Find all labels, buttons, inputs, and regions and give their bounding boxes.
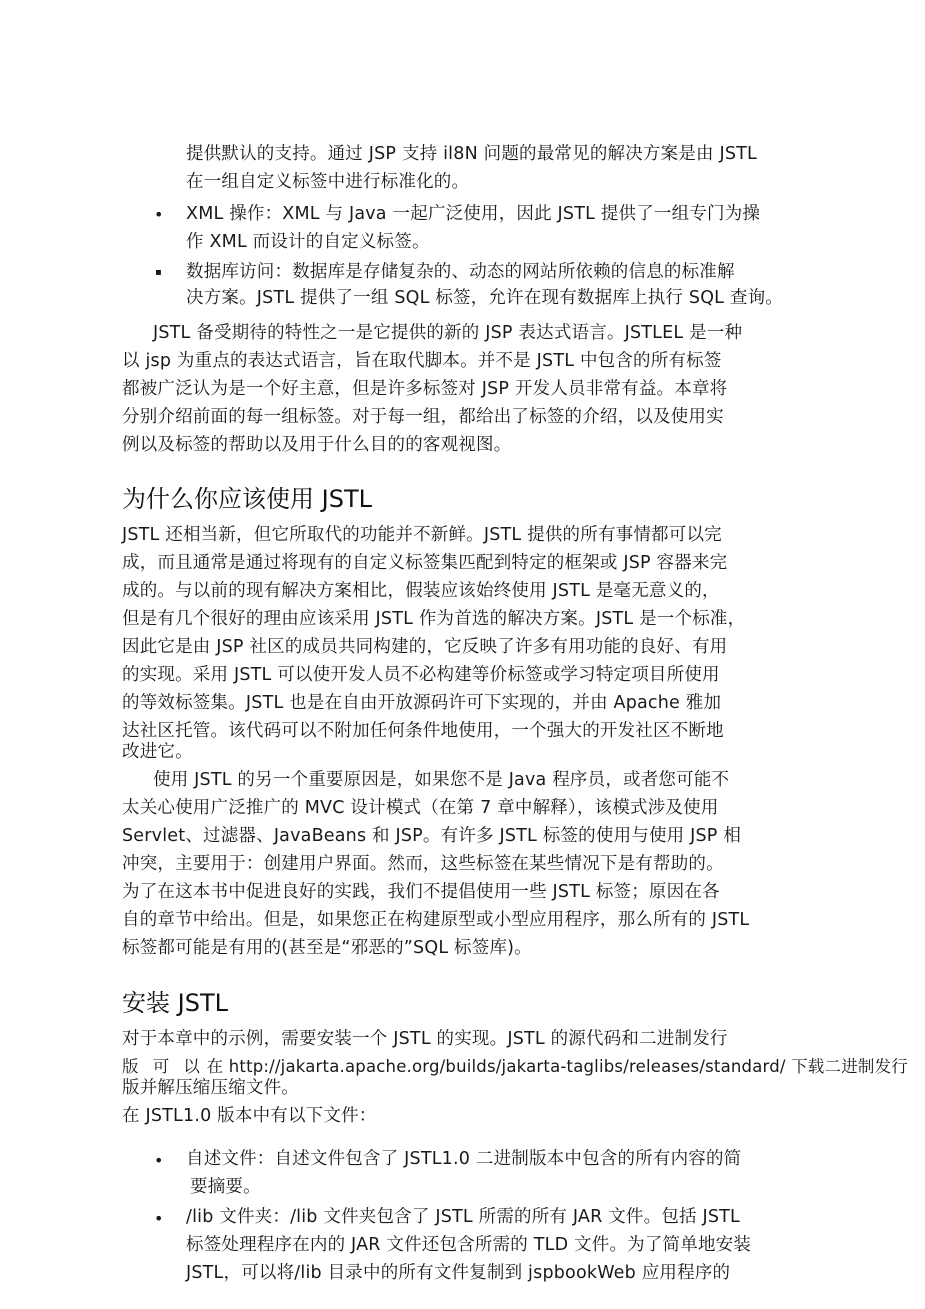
paragraph-line: 为了在这本书中促进良好的实践，我们不提倡使用一些 JSTL 标签；原因在各 <box>122 882 720 902</box>
bullet-line: 标签处理程序在内的 JAR 文件还包含所需的 TLD 文件。为了简单地安装 <box>186 1235 752 1255</box>
paragraph-line: 的等效标签集。JSTL 也是在自由开放源码许可下实现的，并由 Apache 雅加 <box>122 693 722 713</box>
paragraph-line: 版并解压缩压缩文件。 <box>122 1078 299 1098</box>
paragraph-line: 但是有几个很好的理由应该采用 JSTL 作为首选的解决方案。JSTL 是一个标准， <box>122 609 746 629</box>
paragraph-line: JSTL 备受期待的特性之一是它提供的新的 JSP 表达式语言。JSTLEL 是一种 <box>153 323 743 343</box>
bullet-line: JSTL，可以将/lib 目录中的所有文件复制到 jspbookWeb 应用程序的 <box>186 1263 731 1283</box>
paragraph-line: 成，而且通常是通过将现有的自定义标签集匹配到特定的框架或 JSP 容器来完 <box>122 553 728 573</box>
paragraph-line: 的实现。采用 JSTL 可以使开发人员不必构建等价标签或学习特定项目所使用 <box>122 665 720 685</box>
bullet-dot-icon: • <box>154 205 164 224</box>
paragraph-line: 因此它是由 JSP 社区的成员共同构建的，它反映了许多有用功能的良好、有用 <box>122 637 728 657</box>
paragraph-line: 标签都可能是有用的(甚至是“邪恶的”SQL 标签库)。 <box>122 938 532 958</box>
bullet-line: 决方案。JSTL 提供了一组 SQL 标签，允许在现有数据库上执行 SQL 查询。 <box>186 288 783 308</box>
paragraph-line: JSTL 还相当新，但它所取代的功能并不新鲜。JSTL 提供的所有事情都可以完 <box>122 525 722 545</box>
bullet-line: 作 XML 而设计的自定义标签。 <box>186 232 430 252</box>
paragraph-line: 太关心使用广泛推广的 MVC 设计模式（在第 7 章中解释），该模式涉及使用 <box>122 798 719 818</box>
intro-line: 提供默认的支持。通过 JSP 支持 il8N 问题的最常见的解决方案是由 JSTL <box>186 144 757 164</box>
bullet-line: XML 操作：XML 与 Java 一起广泛使用，因此 JSTL 提供了一组专门为操 <box>186 204 761 224</box>
paragraph-line: 使用 JSTL 的另一个重要原因是，如果您不是 Java 程序员，或者您可能不 <box>153 770 730 790</box>
paragraph-line: 冲突，主要用于：创建用户界面。然而，这些标签在某些情况下是有帮助的。 <box>122 854 724 874</box>
paragraph-line: 自的章节中给出。但是，如果您正在构建原型或小型应用程序，那么所有的 JSTL <box>122 910 750 930</box>
bullet-square-icon: ▪ <box>155 267 162 278</box>
section-heading: 为什么你应该使用 JSTL <box>122 485 372 513</box>
paragraph-line: Servlet、过滤器、JavaBeans 和 JSP。有许多 JSTL 标签的使用与使用 JSP 相 <box>122 826 742 846</box>
download-url-line <box>122 1056 908 1078</box>
bullet-dot-icon: • <box>154 1151 164 1170</box>
section-heading: 安装 JSTL <box>122 989 228 1017</box>
paragraph-line: 以 jsp 为重点的表达式语言，旨在取代脚本。并不是 JSTL 中包含的所有标签 <box>122 351 722 371</box>
paragraph-line: 分别介绍前面的每一组标签。对于每一组，都给出了标签的介绍，以及使用实 <box>122 407 724 427</box>
bullet-line: 数据库访问：数据库是存储复杂的、动态的网站所依赖的信息的标准解 <box>186 262 735 282</box>
paragraph-line: 在 JSTL1.0 版本中有以下文件： <box>122 1106 377 1126</box>
paragraph-line: 达社区托管。该代码可以不附加任何条件地使用，一个强大的开发社区不断地 <box>122 721 724 741</box>
bullet-line: /lib 文件夹：/lib 文件夹包含了 JSTL 所需的所有 JAR 文件。包括 JSTL <box>186 1207 740 1227</box>
paragraph-line: 改进它。 <box>122 742 193 762</box>
url-line-word: 以 <box>183 1057 201 1076</box>
download-url-text: 在 http://jakarta.apache.org/builds/jakarta-taglibs/releases/standard/ 下载二进制发行 <box>206 1057 908 1076</box>
paragraph-line: 成的。与以前的现有解决方案相比，假装应该始终使用 JSTL 是毫无意义的， <box>122 581 720 601</box>
paragraph-line: 对于本章中的示例，需要安装一个 JSTL 的实现。JSTL 的源代码和二进制发行 <box>122 1029 728 1049</box>
paragraph-line: 都被广泛认为是一个好主意，但是许多标签对 JSP 开发人员非常有益。本章将 <box>122 379 728 399</box>
url-line-word: 可 <box>152 1057 170 1076</box>
intro-line: 在一组自定义标签中进行标准化的。 <box>186 172 470 192</box>
bullet-line: 要摘要。 <box>190 1177 261 1197</box>
paragraph-line: 例以及标签的帮助以及用于什么目的的客观视图。 <box>122 435 512 455</box>
url-line-word: 版 <box>122 1057 139 1076</box>
bullet-line: 自述文件：自述文件包含了 JSTL1.0 二进制版本中包含的所有内容的简 <box>186 1149 742 1169</box>
bullet-dot-icon: • <box>154 1209 164 1228</box>
